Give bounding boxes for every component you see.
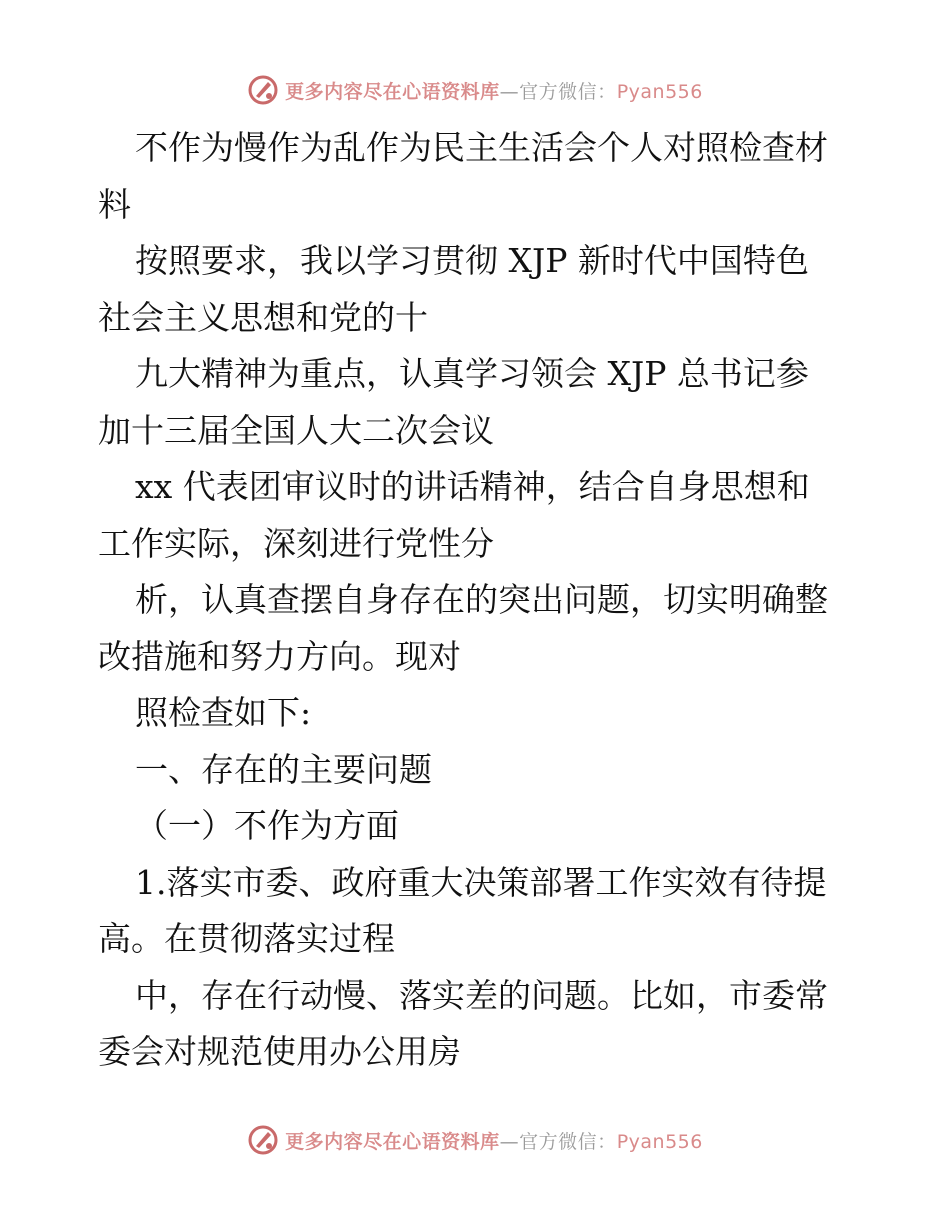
document-body — [98, 120, 858, 1081]
header-watermark — [0, 70, 950, 110]
paragraph-line: 改措施和努力方向。现对 — [98, 636, 461, 676]
footer-watermark-text: 更多内容尽在心语资料库—官方微信：Pyan556 — [285, 1130, 703, 1153]
document-title-line-2: 料 — [98, 184, 131, 224]
subsection-heading: （一）不作为方面 — [135, 806, 399, 845]
paragraph-line: 照检查如下: — [135, 693, 312, 732]
paragraph-line: 高。在贯彻落实过程 — [98, 919, 395, 958]
paragraph-line: xx 代表团审议时的讲话精神，结合自身思想和 — [135, 467, 810, 506]
paragraph-line: 工作实际，深刻进行党性分 — [98, 523, 494, 563]
paragraph-line: 析，认真查摆自身存在的突出问题，切实明确整 — [135, 580, 828, 619]
quill-seal-icon — [247, 74, 279, 106]
document-title-line-1: 不作为慢作为乱作为民主生活会个人对照检查材 — [135, 128, 828, 167]
footer-watermark — [0, 1120, 950, 1160]
paragraph-line: 按照要求，我以学习贯彻 XJP 新时代中国特色 — [135, 241, 809, 280]
paragraph-line: 社会主义思想和党的十 — [98, 297, 428, 337]
paragraph-line: 九大精神为重点，认真学习领会 XJP 总书记参 — [135, 354, 809, 393]
paragraph-line: 中，存在行动慢、落实差的问题。比如，市委常 — [135, 975, 828, 1015]
quill-seal-icon — [247, 1124, 279, 1156]
header-watermark-text: 更多内容尽在心语资料库—官方微信：Pyan556 — [285, 80, 703, 103]
paragraph-line: 1.落实市委、政府重大决策部署工作实效有待提 — [135, 862, 827, 902]
paragraph-line: 委会对规范使用办公用房 — [98, 1032, 461, 1071]
paragraph-line: 加十三届全国人大二次会议 — [98, 410, 494, 450]
section-heading: 一、存在的主要问题 — [135, 749, 432, 789]
